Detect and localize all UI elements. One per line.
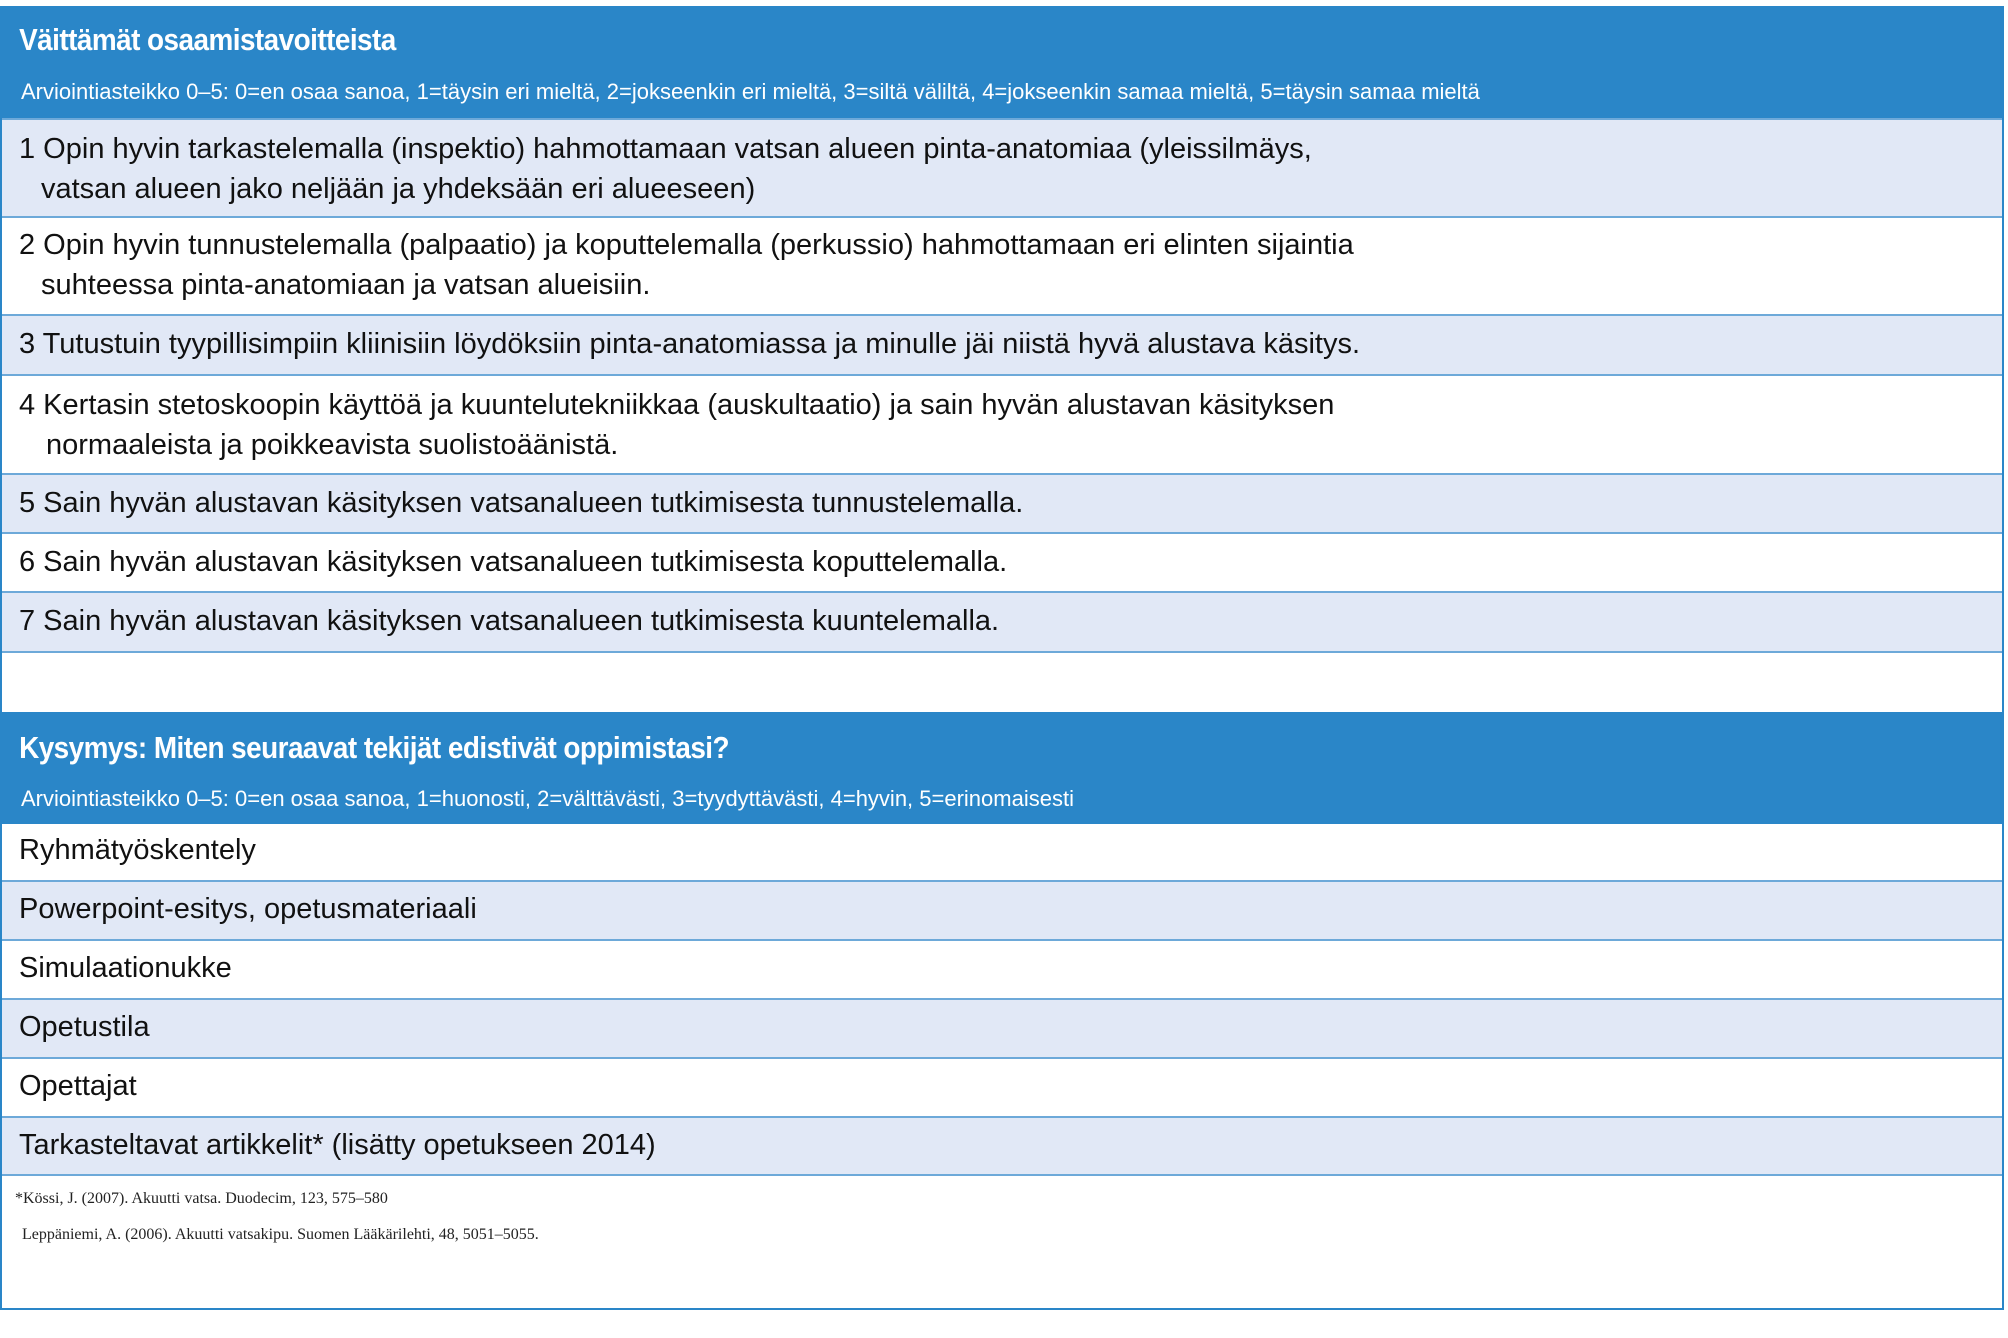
statement-row-4-line1: 4 Kertasin stetoskoopin käyttöä ja kuuntelutekniikkaa (auskultaatio) ja sain hyvän alustavan käsityksen [19,389,1335,421]
factor-row-1: Ryhmätyöskentely [2,824,2002,880]
statements-header [2,6,2002,118]
statement-row-2-line2: suhteessa pinta-anatomiaan ja vatsan alueisiin. [41,269,651,301]
statement-row-4 [2,374,2002,473]
survey-document [0,6,2004,1310]
statements-rating-scale: Arviointiasteikko 0–5: 0=en osaa sanoa, 1=täysin eri mieltä, 2=jokseenkin eri mieltä, 3=siltä väliltä, 4=jokseenkin samaa mieltä, 5=täysin samaa mieltä [21,79,1480,104]
reference-1: *Kössi, J. (2007). Akuutti vatsa. Duodecim, 123, 575–580 [15,1190,388,1207]
factor-row-2: Powerpoint-esitys, opetusmateriaali [2,880,2002,939]
statement-row-7-line1: 7 Sain hyvän alustavan käsityksen vatsanalueen tutkimisesta kuuntelemalla. [19,605,1000,637]
factors-title: Kysymys: Miten seuraavat tekijät edistivät oppimistasi? [19,730,730,765]
statements-title: Väittämät osaamistavoitteista [19,22,396,57]
reference-2: Leppäniemi, A. (2006). Akuutti vatsakipu. Suomen Lääkärilehti, 48, 5051–5055. [22,1226,539,1243]
statement-row-3 [2,314,2002,374]
factor-row-5: Opettajat [2,1057,2002,1116]
factor-row-3: Simulaationukke [2,939,2002,998]
statement-row-4-line2: normaaleista ja poikkeavista suolistoäänistä. [46,429,619,461]
statement-row-7 [2,591,2002,651]
factors-header [2,714,2002,824]
factor-row-6: Tarkasteltavat artikkelit* (lisätty opetukseen 2014) [2,1116,2002,1174]
factor-row-4: Opetustila [2,998,2002,1057]
statements-blank-row [2,651,2002,712]
statement-row-6 [2,532,2002,591]
statement-row-5-line1: 5 Sain hyvän alustavan käsityksen vatsanalueen tutkimisesta tunnustelemalla. [19,487,1024,519]
statement-row-5 [2,473,2002,532]
factors-table [0,714,2004,1310]
statement-row-2-line1: 2 Opin hyvin tunnustelemalla (palpaatio) ja koputtelemalla (perkussio) hahmottamaan eri elinten sijaintia [19,229,1354,261]
statement-row-6-line1: 6 Sain hyvän alustavan käsityksen vatsanalueen tutkimisesta koputtelemalla. [19,546,1008,578]
statement-row-1-line2: vatsan alueen jako neljään ja yhdeksään eri alueeseen) [41,173,756,205]
statement-row-1-line1: 1 Opin hyvin tarkastelemalla (inspektio) hahmottamaan vatsan alueen pinta-anatomiaa (yleissilmäys, [19,133,1312,165]
factors-rating-scale: Arviointiasteikko 0–5: 0=en osaa sanoa, 1=huonosti, 2=välttävästi, 3=tyydyttävästi, 4=hyvin, 5=erinomaisesti [21,786,1074,811]
statements-table [0,6,2004,714]
statement-row-3-line1: 3 Tutustuin tyypillisimpiin kliinisiin löydöksiin pinta-anatomiassa ja minulle jäi niistä hyvä alustava käsitys. [19,328,1361,360]
references [2,1174,2002,1308]
statement-row-1 [2,118,2002,216]
statement-row-2 [2,216,2002,314]
